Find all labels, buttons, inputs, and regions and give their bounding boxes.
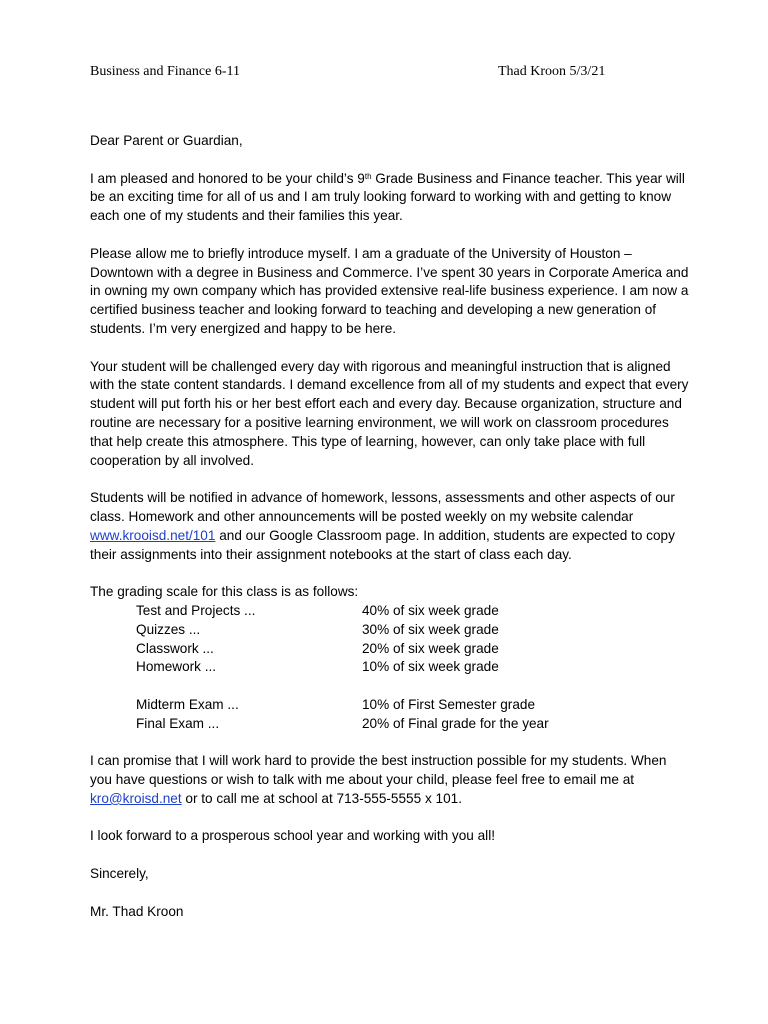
grading-scale — [90, 602, 690, 734]
grading-row — [90, 640, 690, 659]
intro-text-start: I am pleased and honored to be your child’s 9 — [90, 170, 365, 186]
teacher-and-date: Thad Kroon 5/3/21 — [498, 64, 606, 79]
page-header — [90, 64, 690, 84]
grading-category: Homework ... — [136, 659, 217, 675]
grading-weight: 40% of six week grade — [362, 602, 499, 618]
grading-weight: 20% of six week grade — [362, 640, 499, 656]
letter-body — [90, 132, 690, 940]
paragraph-contact — [90, 752, 690, 808]
paragraph-homework — [90, 489, 690, 564]
grading-category: Midterm Exam ... — [136, 696, 239, 712]
grading-category: Test and Projects ... — [136, 602, 256, 618]
grading-category: Quizzes ... — [136, 621, 201, 637]
paragraph-intro — [90, 170, 690, 226]
grading-row — [90, 696, 690, 715]
contact-text-start: I can promise that I will work hard to provide the best instruction possible for my students. When you have questions or wish to talk with me about your child, please feel free to email me at — [90, 753, 667, 788]
course-title: Business and Finance 6-11 — [90, 64, 240, 79]
signature: Mr. Thad Kroon — [90, 903, 184, 919]
paragraph-closing-remark: I look forward to a prosperous school year and working with you all! — [90, 828, 495, 844]
homework-text-end: and our Google Classroom page. In addition, students are expected to copy their assignments into their assignment notebooks at the start of class each day. — [90, 527, 675, 562]
homework-text-start: Students will be notified in advance of homework, lessons, assessments and other aspects of our class. Homework and other announcements will be posted weekly on my website calendar — [90, 490, 675, 524]
closing: Sincerely, — [90, 866, 149, 882]
contact-text-end: or to call me at school at 713-555-5555 x 101. — [181, 790, 462, 806]
paragraph-about-me: Please allow me to briefly introduce myself. I am a graduate of the University of Houston – Downtown with a degree in Business and Commerce. I’ve spent 30 years in Corporate America and in owning my own company which has provided extensive real-life business experience. I am now a certified business teacher and looking forward to teaching and developing a new generation of students. I’m very energized and happy to be here. — [90, 245, 689, 336]
intro-text-end: Grade Business and Finance teacher. This year will be an exciting time for all of us and I am truly looking forward to working with and getting to know each one of my students and their families this year. — [90, 170, 685, 224]
paragraph-expectations: Your student will be challenged every day with rigorous and meaningful instruction that is aligned with the state content standards. I demand excellence from all of my students and expect that every student will put forth his or her best effort each and every day. Because organization, structure and routine are necessary for a positive learning environment, we will work on classroom procedures that help create this atmosphere. This type of learning, however, can only take place with full cooperation by all involved. — [90, 358, 689, 468]
grading-row — [90, 621, 690, 640]
grading-intro: The grading scale for this class is as follows: — [90, 584, 359, 600]
grading-weight: 20% of Final grade for the year — [362, 715, 549, 731]
grading-weight: 10% of six week grade — [362, 659, 499, 675]
grading-category: Classwork ... — [136, 640, 214, 656]
email-link[interactable]: kro@kroisd.net — [90, 790, 182, 806]
grading-row — [90, 602, 690, 621]
grading-weight: 10% of First Semester grade — [362, 696, 536, 712]
grading-weight: 30% of six week grade — [362, 621, 499, 637]
grading-row — [90, 658, 690, 677]
website-link[interactable]: www.krooisd.net/101 — [90, 527, 216, 543]
grading-spacer — [90, 677, 690, 696]
grading-category: Final Exam ... — [136, 715, 220, 731]
ordinal-suffix: th — [364, 171, 372, 181]
grading-row — [90, 715, 690, 734]
salutation: Dear Parent or Guardian, — [90, 133, 243, 148]
